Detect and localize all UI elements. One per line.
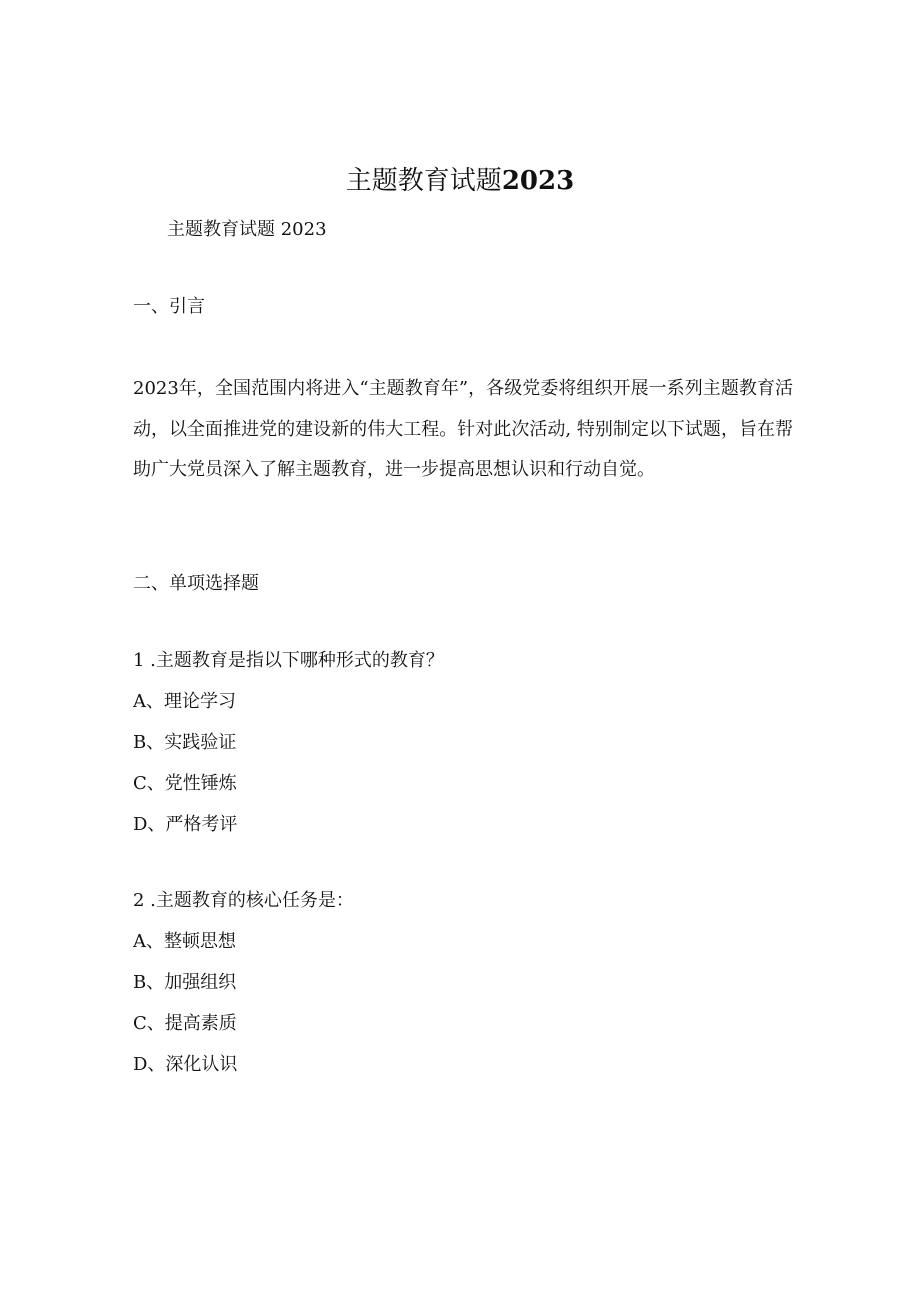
section-heading-single-choice: 二、单项选择题 <box>133 573 259 594</box>
question-2-option-a: A、整顿思想 <box>133 931 236 952</box>
question-2-option-b: B、加强组织 <box>133 972 237 993</box>
document-title <box>0 163 920 199</box>
question-1-option-c: C、党性锤炼 <box>133 773 237 794</box>
question-1-option-b: B、实践验证 <box>133 732 237 753</box>
title-text: 主题教育试题 <box>345 166 502 196</box>
title-year: 2023 <box>501 166 575 196</box>
question-1: 1 .主题教育是指以下哪种形式的教育？ <box>133 650 444 671</box>
question-2-option-d: D、深化认识 <box>133 1054 238 1075</box>
question-1-option-a: A、理论学习 <box>133 691 236 712</box>
question-2: 2 .主题教育的核心任务是： <box>133 890 354 911</box>
question-1-option-d: D、严格考评 <box>133 814 238 835</box>
introduction-paragraph: 2023年，全国范围内将进入“主题教育年”，各级党委将组织开展一系列主题教育活动，以全面推进党的建设新的伟大工程。针对此次活动, 特别制定以下试题，旨在帮助广大党员深入了解主题教育，进一步提高思想认识和行动自觉。 <box>133 378 793 480</box>
question-2-option-c: C、提高素质 <box>133 1013 237 1034</box>
document-subtitle: 主题教育试题 2023 <box>167 219 327 240</box>
section-heading-introduction: 一、引言 <box>133 296 205 317</box>
